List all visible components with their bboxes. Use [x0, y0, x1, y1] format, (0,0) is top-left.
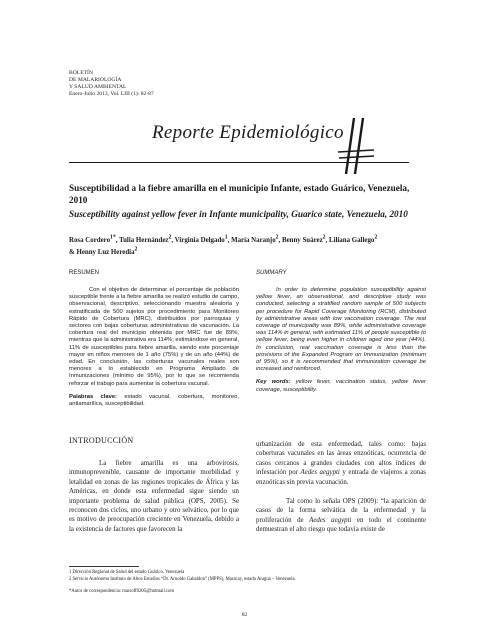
summary-body: In order to determine population susceptibility against yellow fever, an observational, and descriptive study was conducted, selecting a stratified random sample of 500 subjects per procedure for Rapid Coverage Monitoring (RCM), distributed by administrative areas with low vaccination coverage. The real coverage of municipality was 89%, while administrative coverage was 114% in general, with estimated 11% of people susceptible to yellow fever, being even higher in children aged one year (44%). In conclusion, real vaccination coverage is less than the provisions of the Expanded Program on Immunization (minimum of 95%), so it is recommended that immunization coverage be increased and reinforced. [256, 287, 426, 373]
author: & Henny Luz Heredia$^2$ [69, 246, 138, 256]
author: Benny Suárez$^2$, [281, 235, 329, 245]
journal-line-3: Y SALUD AMBIENTAL [69, 84, 127, 90]
introduction-heading: INTRODUCCIÓN [69, 436, 134, 445]
journal-line-2: DE MALARIOLOGÍA [69, 77, 122, 83]
introduction-column-1: La fiebre amarilla es una arbovirosis, inmunoprevenible, causante de importante morbilidad y letalidad en zonas de las regiones tropicales de África y las Américas, en donde esta enfermedad sigue siendo un importante problema de salud pública (OPS, 2005). Se reconocen dos ciclos, uno urbano y otro selvático, por lo que es motivo de preocupación creciente en Venezuela, debido a la existencia de factores que favorecen la [69, 460, 239, 533]
paragraph: urbanización de esta enfermedad, tales como: bajas coberturas vacunales en las áreas enzoóticas, ocurrencia de casos cercanos a grandes ciudades con altos índices de infestación por Aedes aegypti y entrada de viajeros a zonas enzoóticas sin previa vacunación. [256, 441, 426, 486]
introduction-column-2 [256, 440, 426, 535]
footnotes [69, 569, 429, 583]
journal-issue: Enero-Julio 2013, Vol. LIII (1): 82-87 [69, 91, 154, 97]
author: María Naranjo$^2$, [231, 235, 282, 245]
footnote-1: 1 Dirección Regional de Salud del estado Guárico. Venezuela [69, 570, 185, 575]
article-title-spanish: Susceptibilidad a la fiebre amarilla en el municipio Infante, estado Guárico, Venezuela, 2010 [69, 183, 410, 205]
footnote-rule [69, 566, 139, 567]
page-number: 82 [241, 612, 248, 618]
resumen-keywords: Palabras clave: estado vacunal, cobertura, monitoreo, antiamarílica, susceptibilidad. [69, 393, 239, 408]
summary-heading: SUMMARY [256, 270, 287, 276]
journal-header [69, 70, 154, 98]
author: Liliana Gallego$^2$ [328, 235, 378, 245]
corresponding-author: *Autor de correspondencia: marsoff0205@hotmail.com [69, 589, 174, 594]
resumen-abstract [69, 270, 239, 408]
double-slash-hash-icon [336, 116, 376, 176]
paragraph: Tal como lo señala OPS (2009): “la aparición de casos de la forma selvática de la enfermedad y la proliferación de Aedes aegypti en todo el continente demuestran el alto riesgo que todavía existe de [256, 498, 426, 534]
author: Virginia Delgado$^1$, [174, 235, 232, 245]
resumen-heading: RESUMEN [69, 270, 100, 276]
journal-line-1: BOLETÍN [69, 70, 93, 76]
author: Tulia Hernández$^2$, [119, 235, 175, 245]
section-title: Reporte Epidemiológico [152, 122, 344, 143]
summary-abstract [256, 270, 426, 394]
author-list [69, 234, 429, 257]
article-title-english: Susceptibility against yellow fever in Infante municipality, Guarico state, Venezuela, 2010 [69, 209, 408, 219]
author: Rosa Cordero$^{1*}$, [69, 235, 120, 245]
resumen-body: Con el objetivo de determinar el porcentaje de población susceptible frente a la fiebre amarilla se realizó estudio de campo, observacional, descriptivo, seleccionando muestra aleatoria y estratificada de 500 sujetos por procedimiento para Monitoreo Rápido de Cobertura (MRC), distribuidos por parroquias y sectores con bajas coberturas administrativas de vacunación. La cobertura real del municipio obtenida por MRC fue de 89%, mientras que la administrativa era 114%; estimándose en general, 11% de susceptibles para fiebre amarilla, siendo este porcentaje mayor en niños menores de 1 año (75%) y de un año (44%) de edad. En conclusión, las coberturas vacunales reales son menores a lo establecido en Programa Ampliado de Inmunizaciones (mínimo de 95%), por lo que se recomienda reforzar el trabajo para aumentar la cobertura vacunal. [69, 287, 239, 387]
summary-keywords: Key words: yellow fever, vaccination status, yellow fever coverage, susceptibility. [256, 379, 426, 393]
footnote-2: 2 Servicio Autónomo Instituto de Altos Estudios “Dr. Arnoldo Gabaldon” (MPPS), Maracay, estado Aragua – Venezuela. [69, 577, 296, 582]
